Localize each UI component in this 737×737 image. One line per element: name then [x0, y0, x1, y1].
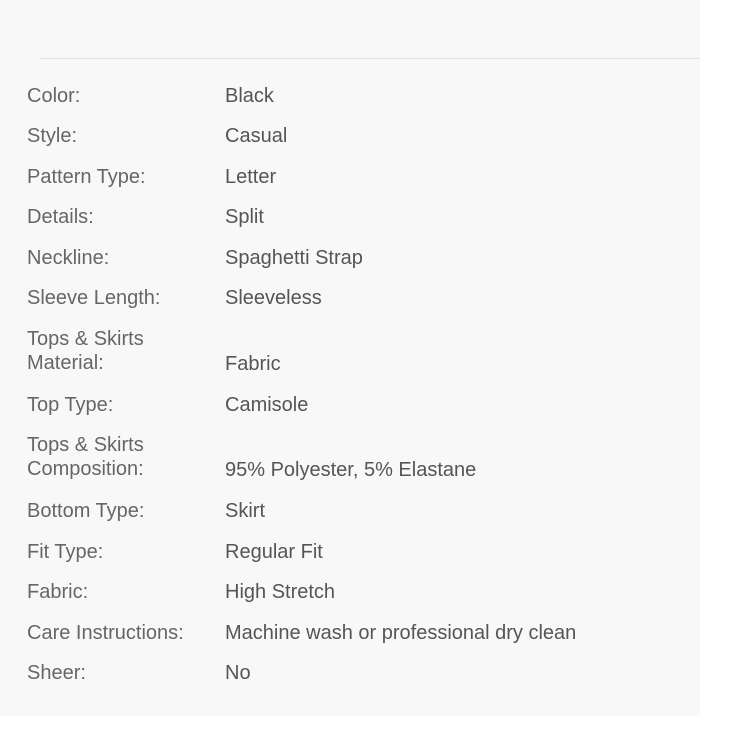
spec-label: Tops & Skirts Composition: [27, 434, 144, 480]
spec-row-material [27, 327, 717, 377]
spec-label: Neckline: [27, 247, 110, 269]
spec-label: Care Instructions: [27, 622, 184, 644]
spec-value: Sleeveless [225, 287, 322, 309]
spec-row-composition [27, 433, 717, 483]
spec-label: Fabric: [27, 581, 89, 603]
spec-label: Top Type: [27, 394, 114, 416]
spec-value: High Stretch [225, 581, 336, 603]
spec-label: Pattern Type: [27, 166, 146, 188]
spec-value: Black [225, 85, 274, 107]
spec-label: Tops & Skirts Material: [27, 328, 144, 374]
spec-label: Details: [27, 206, 94, 228]
spec-label: Fit Type: [27, 541, 104, 563]
spec-label: Sleeve Length: [27, 287, 161, 309]
spec-value: Spaghetti Strap [225, 247, 363, 269]
specs-viewport [27, 0, 700, 716]
spec-label: Bottom Type: [27, 500, 145, 522]
spec-value: Regular Fit [225, 541, 323, 563]
spec-value: Fabric [225, 353, 281, 375]
spec-value: Camisole [225, 394, 309, 416]
spec-value: Machine wash or professional dry clean [225, 622, 577, 644]
spec-label: Color: [27, 85, 81, 107]
spec-value: Letter [225, 166, 277, 188]
spec-label: Style: [27, 125, 78, 147]
spec-value: Casual [225, 125, 288, 147]
spec-value: No [225, 662, 251, 684]
spec-value: 95% Polyester, 5% Elastane [225, 459, 477, 481]
spec-label: Sheer: [27, 662, 86, 684]
spec-value: Split [225, 206, 264, 228]
spec-value: Skirt [225, 500, 265, 522]
